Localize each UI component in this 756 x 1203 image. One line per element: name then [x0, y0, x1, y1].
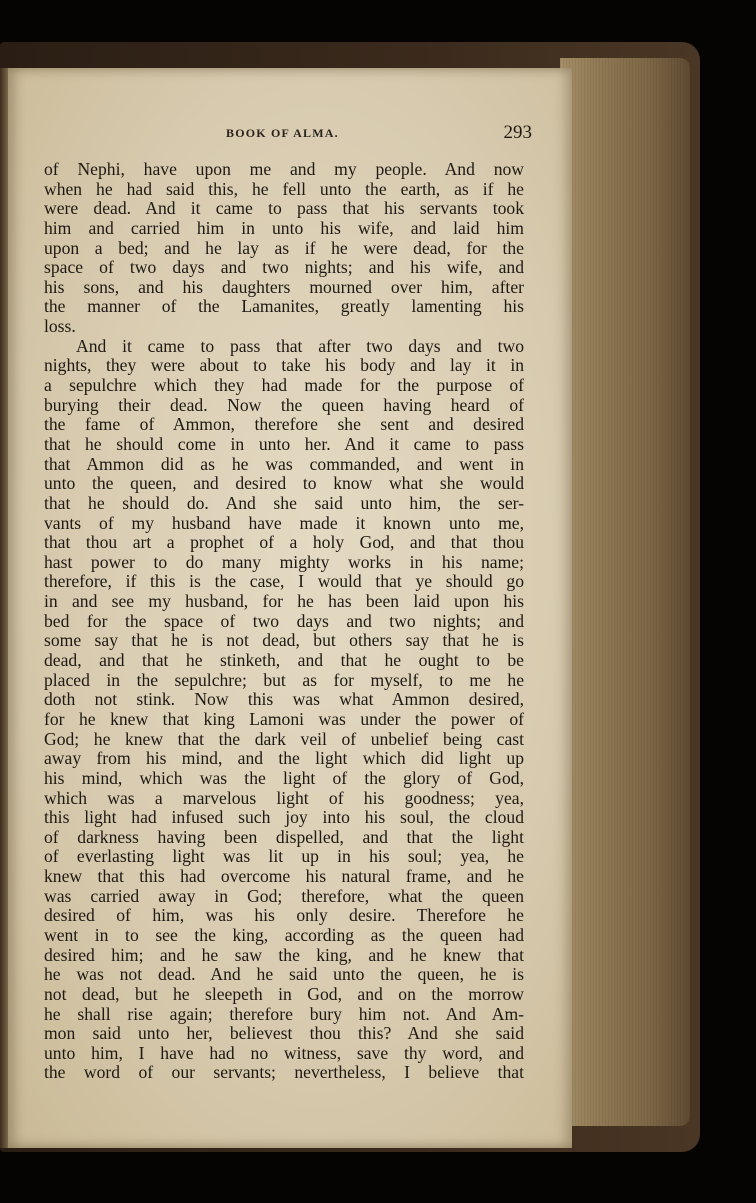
- text-line: hast power to do many mighty works in his name;: [44, 551, 524, 572]
- body-text: [44, 160, 524, 1083]
- text-line: loss.: [44, 316, 76, 337]
- text-line: for he knew that king Lamoni was under the power of: [44, 708, 524, 729]
- text-line: went in to see the king, according as the queen had: [44, 924, 524, 945]
- text-line: God; he knew that the dark veil of unbelief being cast: [44, 728, 524, 749]
- page-header: [226, 124, 532, 146]
- text-line: his sons, and his daughters mourned over him, after: [44, 276, 524, 297]
- text-line: a sepulchre which they had made for the purpose of: [44, 375, 524, 396]
- text-line: some say that he is not dead, but others say that he is: [44, 630, 524, 651]
- text-line: of everlasting light was lit up in his soul; yea, he: [44, 846, 524, 867]
- text-line: the fame of Ammon, therefore she sent and desired: [44, 414, 524, 435]
- paragraph-start-line: And it came to pass that after two days and two: [76, 335, 524, 356]
- text-line: therefore, if this is the case, I would that ye should go: [44, 571, 524, 592]
- running-head: BOOK OF ALMA.: [226, 126, 339, 140]
- text-line: desired of him, was his only desire. Therefore he: [44, 905, 524, 926]
- text-line: this light had infused such joy into his soul, the cloud: [44, 807, 524, 828]
- text-line: that thou art a prophet of a holy God, and that thou: [44, 532, 524, 553]
- text-line: space of two days and two nights; and his wife, and: [44, 257, 524, 278]
- text-line: were dead. And it came to pass that his servants took: [44, 198, 524, 219]
- text-line: of Nephi, have upon me and my people. And now: [44, 159, 524, 179]
- text-line: away from his mind, and the light which did light up: [44, 748, 524, 769]
- text-line: doth not stink. Now this was what Ammon desired,: [44, 689, 524, 710]
- text-line: knew that this had overcome his natural frame, and he: [44, 866, 524, 887]
- text-line: was carried away in God; therefore, what the queen: [44, 885, 524, 906]
- text-line: nights, they were about to take his body and lay it in: [44, 355, 524, 376]
- text-line: the word of our servants; nevertheless, I believe that: [44, 1062, 524, 1083]
- text-line: that he should come in unto her. And it came to pass: [44, 433, 524, 454]
- text-line: bed for the space of two days and two nights; and: [44, 610, 524, 631]
- text-line: vants of my husband have made it known unto me,: [44, 512, 524, 533]
- text-line: upon a bed; and he lay as if he were dead, for the: [44, 237, 524, 258]
- text-line: placed in the sepulchre; but as for myself, to me he: [44, 669, 524, 690]
- text-line: in and see my husband, for he has been laid upon his: [44, 591, 524, 612]
- text-line: mon said unto her, believest thou this? And she said: [44, 1023, 524, 1044]
- text-line: he was not dead. And he said unto the queen, he is: [44, 964, 524, 985]
- text-line: his mind, which was the light of the glory of God,: [44, 767, 524, 788]
- text-line: he shall rise again; therefore bury him not. And Am-: [44, 1003, 524, 1024]
- text-line: when he had said this, he fell unto the earth, as if he: [44, 178, 524, 199]
- text-line: unto him, I have had no witness, save thy word, and: [44, 1042, 524, 1063]
- text-line: that he should do. And she said unto him, the ser-: [44, 492, 524, 513]
- text-line: dead, and that he stinketh, and that he ought to be: [44, 650, 524, 671]
- text-line: unto the queen, and desired to know what she would: [44, 473, 524, 494]
- text-line: him and carried him in unto his wife, and laid him: [44, 217, 524, 238]
- text-line: not dead, but he sleepeth in God, and on the morrow: [44, 983, 524, 1004]
- text-line: burying their dead. Now the queen having heard of: [44, 394, 524, 415]
- text-line: the manner of the Lamanites, greatly lamenting his: [44, 296, 524, 317]
- page-number: 293: [503, 122, 532, 143]
- text-line: that Ammon did as he was commanded, and went in: [44, 453, 524, 474]
- text-line: desired him; and he saw the king, and he knew that: [44, 944, 524, 965]
- text-line: of darkness having been dispelled, and that the light: [44, 826, 524, 847]
- page-block-edge: [560, 58, 690, 1126]
- text-line: which was a marvelous light of his goodness; yea,: [44, 787, 524, 808]
